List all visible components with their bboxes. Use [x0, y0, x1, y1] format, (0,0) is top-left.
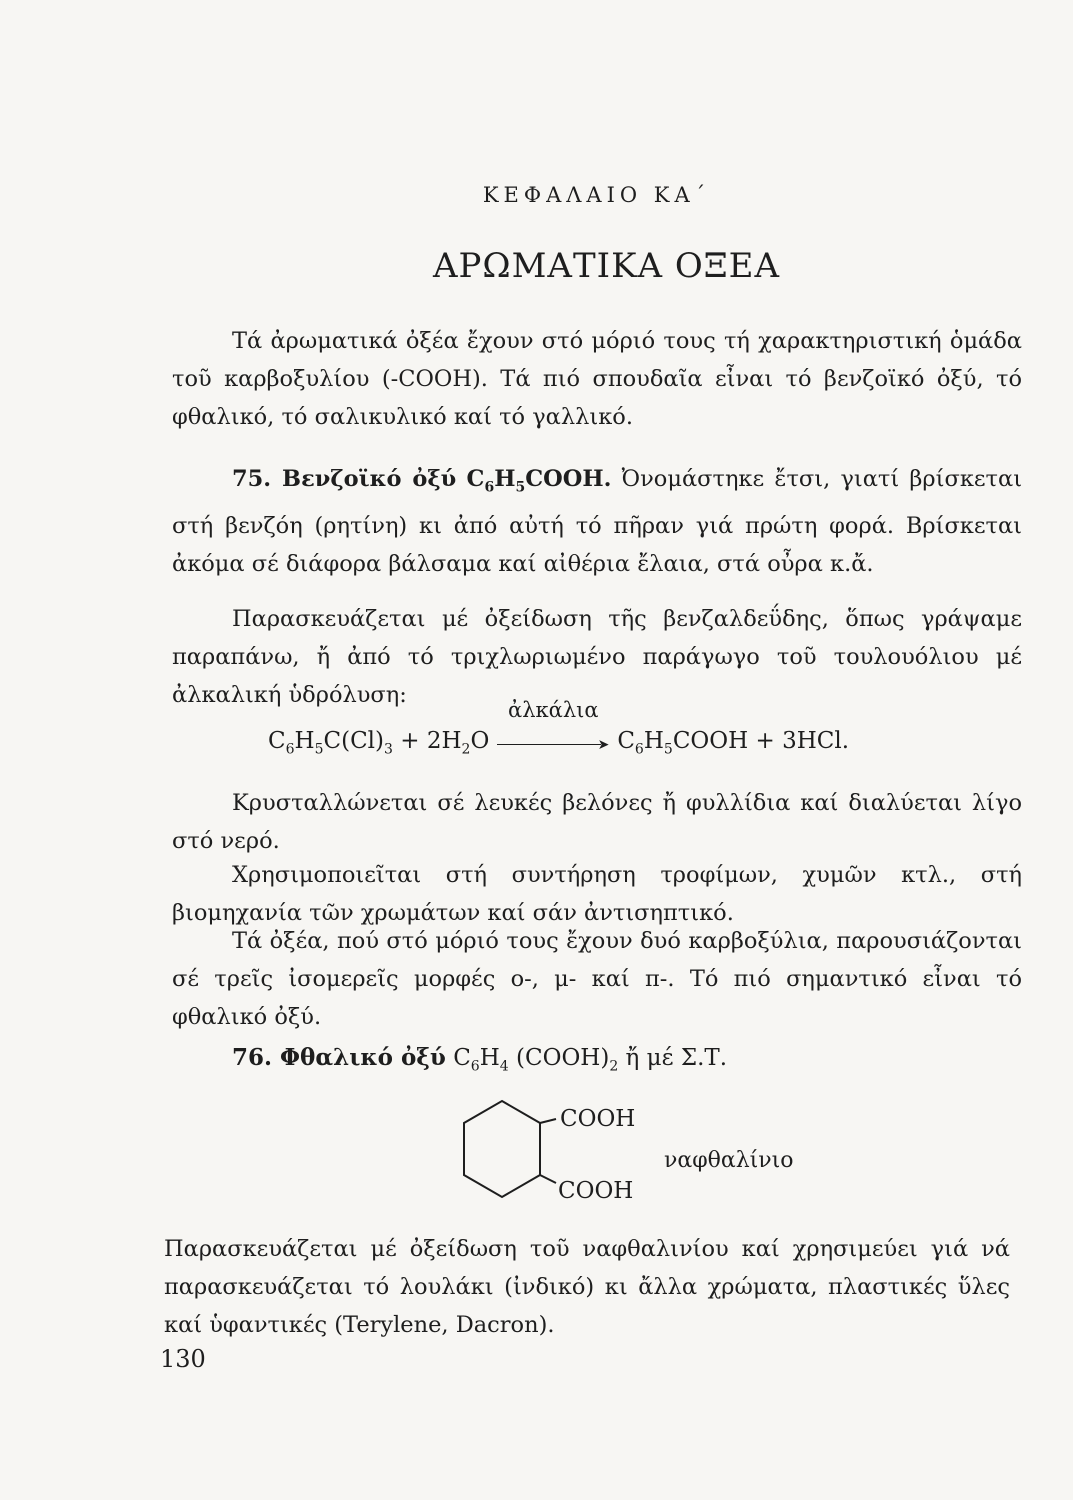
section-75-heading: 75. Βενζοϊκό ὀξύ	[232, 466, 457, 492]
preparation-75-paragraph: Παρασκευάζεται μέ ὀξείδωση τῆς βενζαλδεΰδης, ὅπως γράψαμε παραπάνω, ἤ ἀπό τό τριχλωριωμένο παράγωγο τοῦ τουλουόλιου μέ ἀλκαλική ὑδρόλυση:	[172, 606, 1022, 708]
carboxyl-group-bottom: COOH	[558, 1178, 634, 1204]
chapter-label: ΚΕΦΑΛΑΙΟ ΚΑ΄	[482, 183, 711, 207]
page-number: 130	[160, 1345, 206, 1373]
reaction-arrow: ἀλκάλια ➤	[497, 732, 609, 752]
chapter-title: ΑΡΩΜΑΤΙΚΑ ΟΞΕΑ	[432, 246, 781, 286]
benzoic-formula: $C_6H_5COOH$.	[466, 466, 612, 496]
benzene-ring-structure	[458, 1097, 558, 1207]
acids-paragraph: Τά ὀξέα, πού στό μόριό τους ἔχουν δυό καρβοξύλια, παρουσιάζονται σέ τρεῖς ἰσομερεῖς μορφές ο-, μ- καί π-. Τό πιό σημαντικό εἶναι τό φθαλικό ὀξύ.	[172, 928, 1022, 1030]
catalyst-label: ἀλκάλια	[508, 698, 599, 722]
naphthalene-label: ναφθαλίνιο	[664, 1148, 794, 1173]
intro-paragraph: Τά ἀρωματικά ὀξέα ἔχουν στό μόριό τους τή χαρακτηριστική ὁμάδα τοῦ καρβοξυλίου (-COOH). Τά πιό σπουδαῖα εἶναι τό βενζοϊκό ὀξύ, τό φθαλικό, τό σαλικυλικό καί τό γαλλικό.	[172, 328, 1022, 430]
section-75-text: Ὀνομάστηκε ἔτσι, γιατί βρίσκεται στή βενζόη (ρητίνη) κι ἀπό αὐτή τό πῆραν γιά πρώτη φορά. Βρίσκεται ἀκόμα σέ διάφορα βάλσαμα καί αἰθέρια ἔλαια, στά οὖρα κ.ἄ.	[172, 466, 1023, 577]
section-76-heading: 76. Φθαλικό ὀξύ $C_6H_4$ $(COOH)_2$ ἤ μέ Σ.Τ.	[232, 1044, 728, 1075]
carboxyl-group-top: COOH	[560, 1106, 636, 1132]
preparation-76-paragraph: Παρασκευάζεται μέ ὀξείδωση τοῦ ναφθαλινίου καί χρησιμεύει γιά νά παρασκευάζεται τό λουλάκι (ἰνδικό) κι ἄλλα χρώματα, πλαστικές ὕλες καί ὑφαντικές (Terylene, Dacron).	[164, 1236, 1010, 1338]
uses-paragraph: Χρησιμοποιεῖται στή συντήρηση τροφίμων, χυμῶν κτλ., στή βιομηχανία τῶν χρωμάτων καί σάν ἀντισηπτικό.	[172, 862, 1022, 926]
crystal-paragraph: Κρυσταλλώνεται σέ λευκές βελόνες ἤ φυλλίδια καί διαλύεται λίγο στό νερό.	[172, 790, 1022, 854]
section-75-paragraph	[172, 460, 1022, 583]
hydrolysis-equation: $C_6H_5C(Cl)_3 + 2H_2O$ ἀλκάλια ➤ $C_6H_5COOH + 3HCl$.	[268, 698, 850, 758]
